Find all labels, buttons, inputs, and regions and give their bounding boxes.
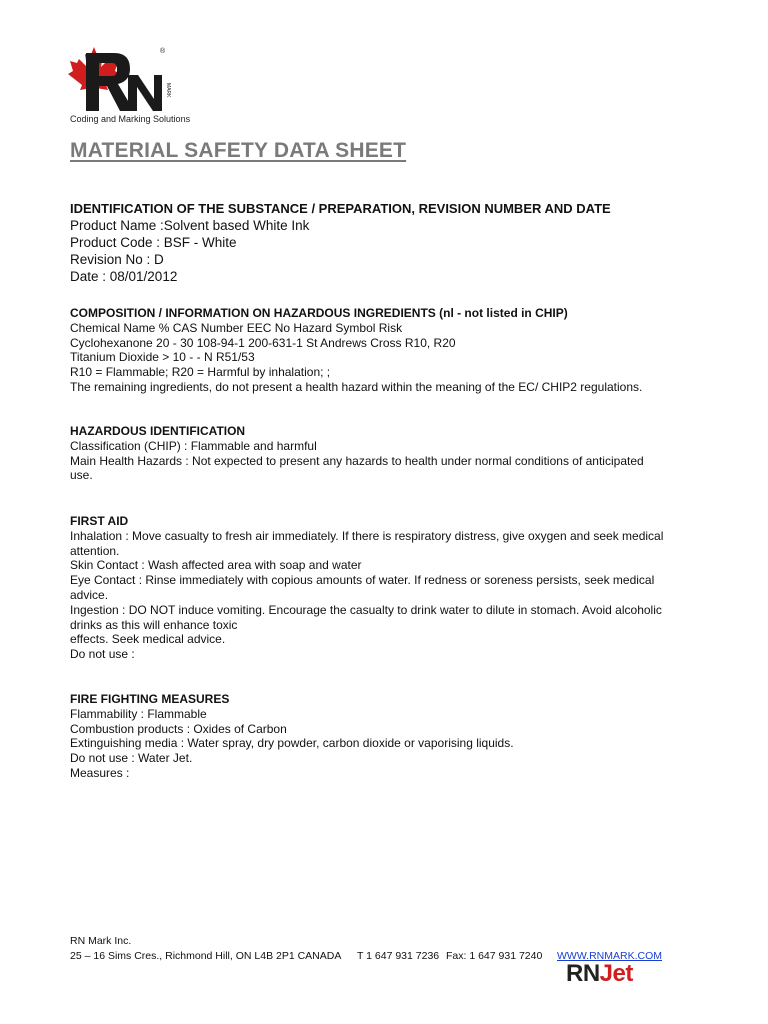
logo-letter-r	[86, 53, 134, 111]
section-line: Do not use :	[70, 647, 135, 662]
section-line: Cyclohexanone 20 - 30 108-94-1 200-631-1 St Andrews Cross R10, R20	[70, 335, 456, 350]
section-line: The remaining ingredients, do not present a health hazard within the meaning of the EC/ CHIP2 regulations.	[70, 379, 643, 394]
section-line: effects. Seek medical advice.	[70, 632, 226, 647]
section-first-aid	[70, 514, 700, 662]
section-line: Titanium Dioxide > 10 - - N R51/53	[70, 350, 255, 365]
logo-sub-text: MARK	[165, 83, 171, 98]
section-heading: HAZARDOUS IDENTIFICATION	[70, 424, 246, 438]
section-line: Classification (CHIP) : Flammable and harmful	[70, 438, 317, 453]
section-line: attention.	[70, 543, 120, 558]
section-line: Revision No : D	[70, 251, 164, 267]
section-line: use.	[70, 468, 93, 483]
rnjet-logo-jet: Jet	[599, 960, 633, 987]
section-line: Ingestion : DO NOT induce vomiting. Encourage the casualty to drink water to dilute in stomach. Avoid alcoholic	[70, 602, 662, 617]
rnjet-logo	[566, 960, 633, 988]
section-line: Flammability : Flammable	[70, 706, 207, 721]
rnjet-logo-rn: RN	[566, 960, 600, 987]
section-heading: FIRE FIGHTING MEASURES	[70, 692, 230, 706]
section-line: Extinguishing media : Water spray, dry powder, carbon dioxide or vaporising liquids.	[70, 736, 514, 751]
section-line: advice.	[70, 587, 109, 602]
section-hazard-identification	[70, 424, 700, 483]
section-line: Date : 08/01/2012	[70, 268, 178, 284]
section-line: Main Health Hazards : Not expected to present any hazards to health under normal conditions of anticipated	[70, 453, 644, 468]
section-line: Combustion products : Oxides of Carbon	[70, 721, 287, 736]
section-identification	[70, 202, 700, 285]
section-line: Do not use : Water Jet.	[70, 751, 193, 766]
section-line: Product Code : BSF - White	[70, 234, 237, 250]
brand-tagline: Coding and Marking Solutions	[70, 114, 191, 124]
section-heading: COMPOSITION / INFORMATION ON HAZARDOUS INGREDIENTS (nl - not listed in CHIP)	[70, 306, 568, 320]
section-line: Product Name :Solvent based White Ink	[70, 217, 310, 233]
footer-phone: T 1 647 931 7236	[357, 950, 440, 962]
logo-letter-n	[128, 75, 162, 111]
section-heading: FIRST AID	[70, 514, 129, 528]
footer-address: 25 – 16 Sims Cres., Richmond Hill, ON L4B 2P1 CANADA	[70, 950, 342, 962]
section-line: Inhalation : Move casualty to fresh air immediately. If there is respiratory distress, give oxygen and seek medical	[70, 528, 664, 543]
section-heading: IDENTIFICATION OF THE SUBSTANCE / PREPARATION, REVISION NUMBER AND DATE	[70, 201, 611, 216]
registered-mark: ®	[160, 48, 166, 55]
footer-fax: Fax: 1 647 931 7240	[446, 950, 543, 962]
footer-company: RN Mark Inc.	[70, 935, 132, 947]
footer-website-link[interactable]: WWW.RNMARK.COM	[557, 950, 662, 962]
rnmark-logo	[68, 45, 176, 117]
section-line: R10 = Flammable; R20 = Harmful by inhalation; ;	[70, 365, 331, 380]
page-title: MATERIAL SAFETY DATA SHEET	[70, 139, 407, 162]
section-line: Eye Contact : Rinse immediately with copious amounts of water. If redness or soreness persists, seek medical	[70, 573, 655, 588]
section-line: Skin Contact : Wash affected area with soap and water	[70, 558, 362, 573]
section-line: drinks as this will enhance toxic	[70, 617, 238, 632]
section-composition	[70, 306, 700, 395]
section-line: Chemical Name % CAS Number EEC No Hazard Symbol Risk	[70, 320, 403, 335]
section-fire-fighting	[70, 692, 700, 781]
section-line: Measures :	[70, 765, 130, 780]
